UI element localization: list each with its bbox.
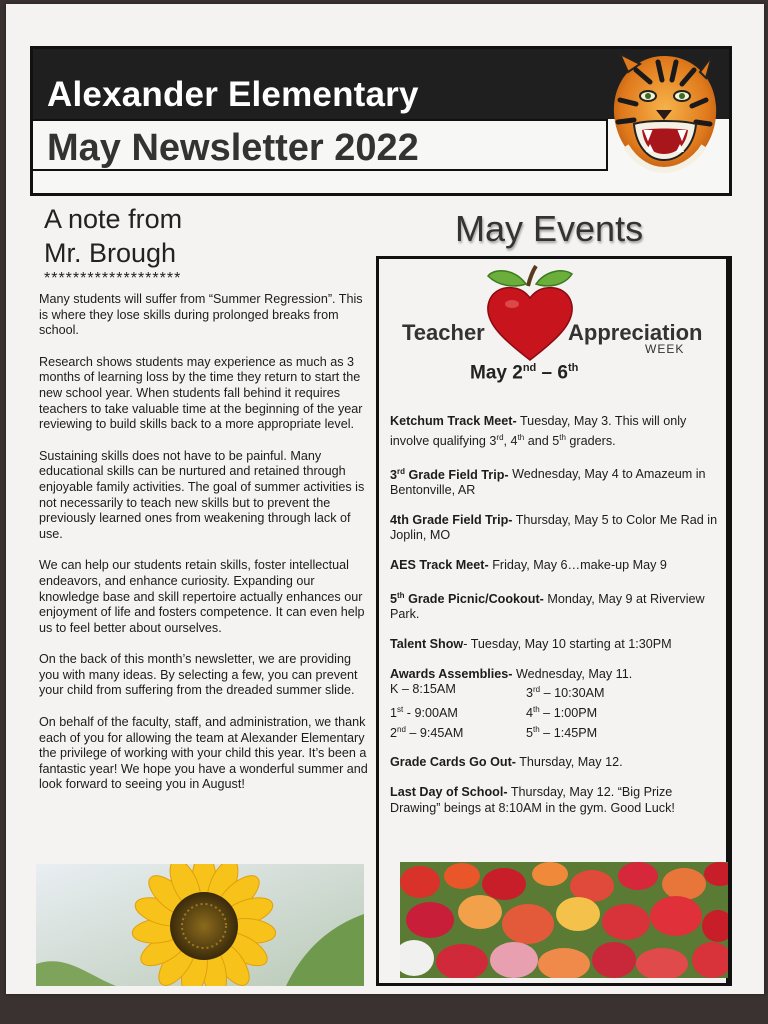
event-text: Thursday, May 12. — [515, 755, 623, 770]
grade-num: 1 — [390, 706, 398, 721]
events-list — [390, 414, 720, 830]
note-heading-line1: A note from — [44, 204, 183, 234]
event-third-grade-trip — [390, 463, 720, 498]
grade-sup: th — [533, 724, 540, 734]
note-paragraph: We can help our students retain skills, foster intellectual endeavors, and enhance curiosity. Expanding our knowledge base and skill repertoire actually enhances our enjoyment of life and fosters competence. It can even help us to feel better about ourselves. — [39, 558, 365, 635]
awards-schedule — [390, 682, 720, 741]
school-name: Alexander Elementary — [47, 75, 419, 114]
note-paragraph: On the back of this month’s newsletter, we are providing you with many ideas. By selecting a few, you can prevent your child from suffering from the dreaded summer slide. — [39, 652, 358, 698]
grade-time: - 9:00AM — [403, 706, 458, 721]
label-num: 5 — [390, 591, 398, 606]
label-rest: Grade Picnic/Cookout- — [404, 591, 544, 606]
event-label: Talent Show — [390, 636, 464, 651]
grade-num: 5 — [526, 725, 534, 740]
grade-time: – 1:00PM — [539, 706, 598, 721]
schedule-1st — [390, 702, 526, 722]
note-paragraph: Sustaining skills does not have to be painful. Many educational skills can be nurtured and retained through enjoyable family activities. The goal of summer activities is not necessarily to teach new skills but to prevent the previously learned ones from weakening through lack of use. — [39, 448, 365, 541]
event-label: Awards Assemblies- — [390, 666, 513, 681]
grade-num: 4 — [526, 706, 534, 721]
event-text: , 4 — [503, 433, 518, 448]
event-fourth-grade-trip — [390, 513, 720, 544]
appreciation-word: Appreciation — [568, 320, 703, 345]
event-last-day — [390, 785, 720, 816]
grade-sup: st — [397, 704, 404, 714]
dates-end: – 6 — [536, 362, 568, 384]
grade-sup: nd — [397, 724, 406, 734]
schedule-4th — [526, 702, 676, 722]
event-text: and 5 — [524, 433, 560, 448]
grade-num: 2 — [390, 725, 398, 740]
schedule-5th — [526, 722, 676, 742]
apple-heart-icon — [484, 264, 576, 362]
note-body — [39, 292, 371, 809]
schedule-k: K – 8:15AM — [390, 682, 456, 697]
grade-time: – 9:45AM — [405, 725, 464, 740]
event-text: Wednesday, May 4 to Amazeum in Bentonville, AR — [390, 467, 706, 498]
event-label — [390, 592, 544, 606]
events-title: May Events — [455, 208, 644, 249]
schedule-2nd — [390, 722, 526, 742]
grade-sup: rd — [533, 685, 541, 695]
event-text: Monday, May 9 at Riverview Park. — [390, 591, 705, 622]
event-label: 4th Grade Field Trip- — [390, 512, 513, 527]
appreciation-dates — [470, 362, 578, 384]
event-talent-show — [390, 637, 720, 653]
sunflower-photo — [36, 864, 364, 986]
newsletter-title: May Newsletter 2022 — [47, 127, 419, 169]
schedule-3rd — [526, 682, 676, 702]
star-divider: ******************* — [44, 270, 182, 287]
note-paragraph: Many students will suffer from “Summer Regression”. This is where they lose skills during prolonged breaks from school. — [39, 292, 363, 338]
label-sup: rd — [397, 466, 406, 476]
event-text: graders. — [565, 433, 616, 448]
label-num: 3 — [390, 467, 398, 482]
event-text: Thursday, May 5 to Color Me Rad in Joplin, MO — [390, 512, 718, 543]
tiger-head-icon — [606, 50, 722, 174]
note-paragraph: Research shows students may experience as much as 3 months of learning loss by the time they return to start the new school year. When students fall behind it requires teachers to take valuable time at the beginning of the year reviewing to build skills back to a more appropriate level. — [39, 354, 363, 432]
dates-sup: th — [567, 362, 579, 374]
event-label: Last Day of School- — [390, 785, 508, 800]
event-grade-cards — [390, 755, 720, 771]
note-heading-line2: Mr. Brough — [44, 238, 177, 268]
teacher-word: Teacher — [402, 320, 485, 345]
event-sup: th — [559, 432, 566, 442]
event-label: Ketchum Track Meet- — [390, 414, 517, 428]
event-label: Grade Cards Go Out- — [390, 755, 516, 770]
grade-sup: th — [533, 704, 540, 714]
tulip-field-photo — [400, 862, 728, 978]
note-paragraph: On behalf of the faculty, staff, and administration, we thank each of you for allowing the team at Alexander Elementary the privilege of working with your child this year. It’s been a fantastic year! We hope you have a wonderful summer and look forward to seeing you in August! — [39, 715, 368, 792]
event-text: Thursday, May 12. “Big Prize Drawing” beings at 8:10AM in the gym. Good Luck! — [390, 785, 675, 815]
grade-time: – 10:30AM — [540, 686, 605, 701]
dates-start: May 2 — [470, 362, 523, 384]
event-sup: rd — [496, 432, 504, 442]
event-track-meet — [390, 414, 720, 449]
event-awards-assemblies — [390, 667, 720, 742]
event-text: Friday, May 6…make-up May 9 — [488, 557, 667, 572]
label-sup: th — [397, 590, 405, 600]
event-label: AES Track Meet- — [390, 557, 489, 572]
event-fifth-grade-picnic — [390, 588, 720, 623]
event-text: - Tuesday, May 10 starting at 1:30PM — [463, 636, 672, 651]
grade-num: 3 — [526, 686, 534, 701]
event-label — [390, 468, 509, 482]
note-heading — [44, 202, 182, 270]
label-rest: Grade Field Trip- — [405, 467, 509, 482]
event-text: Tuesday, May 3. This will only involve qualifying 3 — [390, 414, 687, 448]
week-word: WEEK — [645, 342, 685, 356]
event-sup: th — [517, 432, 525, 442]
event-text: Wednesday, May 11. — [512, 666, 633, 681]
grade-time: – 1:45PM — [539, 725, 598, 740]
dates-sup: nd — [522, 362, 537, 374]
event-aes-track-meet — [390, 558, 720, 574]
